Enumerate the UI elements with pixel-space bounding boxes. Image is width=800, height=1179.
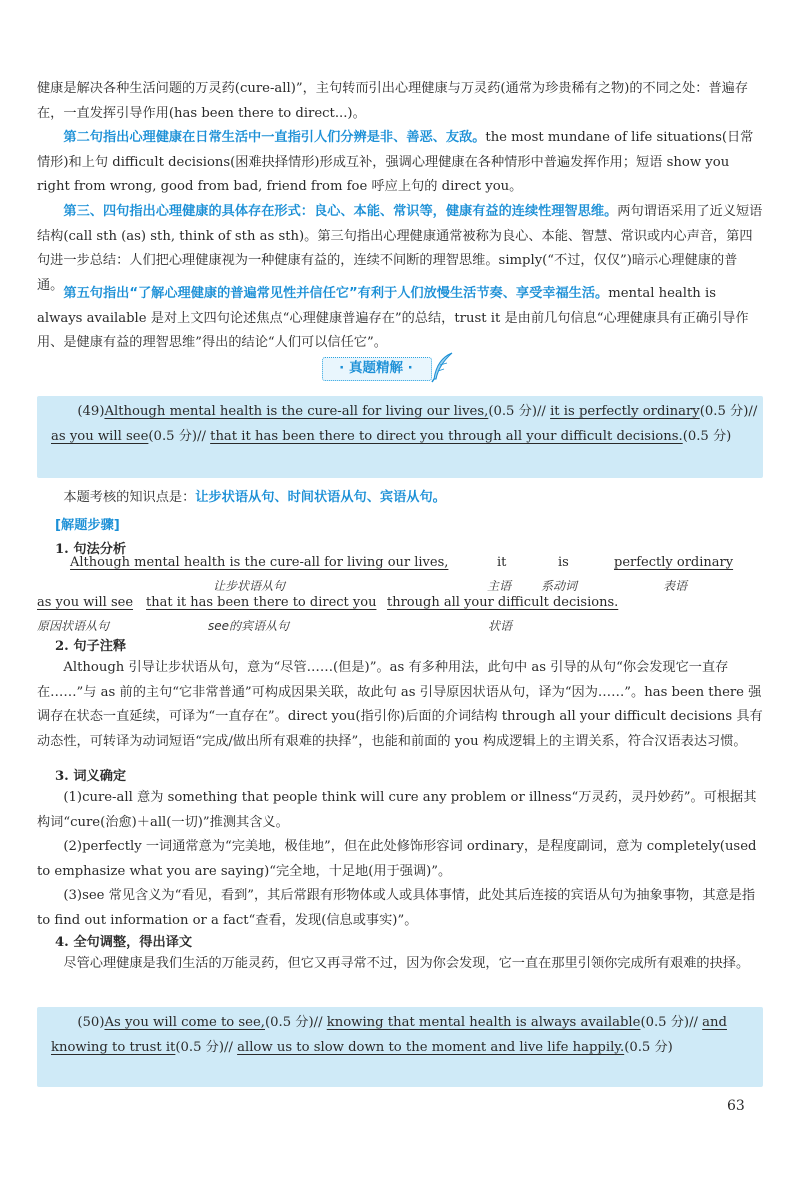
analysis-label-1: 让步状语从句 bbox=[213, 579, 286, 593]
q50-segment-4: allow us to slow down to the moment and live life happily. bbox=[237, 1039, 625, 1055]
section-title-badge bbox=[322, 353, 452, 383]
feather-quill-icon bbox=[430, 351, 456, 383]
q49-score-1: (0.5 分)// bbox=[488, 404, 551, 419]
paragraph-1 bbox=[37, 77, 763, 126]
q50-segment-2: knowing that mental health is always available bbox=[326, 1015, 641, 1030]
analysis-clause-4-text: through all your difficult decisions. bbox=[387, 595, 619, 610]
q50-score-4: (0.5 分) bbox=[624, 1039, 673, 1055]
analysis-predicative bbox=[614, 555, 733, 570]
analysis-clause-1 bbox=[70, 555, 448, 570]
knowledge-points: 让步状语从句、时间状语从句、宾语从句。 bbox=[195, 490, 446, 505]
q50-score-1: (0.5 分)// bbox=[265, 1015, 327, 1030]
analysis-subject: it bbox=[497, 555, 507, 570]
question-50-number: (50) bbox=[77, 1015, 105, 1030]
paragraph-1-text: 健康是解决各种生活问题的万灵药(cure-all)”，主句转而引出心理健康与万灵药(通常为珍贵稀有之物)的不同之处：普遍存在，一直发挥引导作用(has been there to direct...)。 bbox=[37, 81, 749, 121]
analysis-clause-1-text: Although mental health is the cure-all for living our lives, bbox=[70, 555, 449, 570]
paragraph-2 bbox=[37, 126, 763, 200]
step-3-item-3: (3)see 常见含义为“看见，看到”，其后常跟有形物体或人或具体事情，此处其后连接的宾语从句为抽象事物，其意是指 to find out information or a fact“查看，发现(信息或事实)”。 bbox=[37, 888, 756, 928]
analysis-clause-2 bbox=[37, 595, 133, 610]
section-title: · 真题精解 · bbox=[339, 360, 413, 376]
step-1-title: 1. 句法分析 bbox=[55, 542, 127, 557]
analysis-clause-3 bbox=[146, 595, 376, 610]
analysis-label-2: 主语 bbox=[487, 579, 512, 593]
step-2-body: Although 引导让步状语从句，意为“尽管……(但是)”。as 有多种用法，此句中 as 引导的从句“你会发现它一直存在……”与 as 前的主句“它非常普通”可构成因果关联，故此句 as 引导原因状语从句，译为“因为……”。has been there 强调存在状态一直延续，可译为“一直存在”。direct you(指引你)后面的介词结构 through all your difficult decisions 具有动态性，可转译为动词短语“完成/做出所有艰难的抉择”，也能和前面的 you 构成逻辑上的主谓关系，符合汉语表达习惯。 bbox=[37, 660, 763, 749]
step-4-title: 4. 全句调整，得出译文 bbox=[55, 935, 193, 950]
step-4-body: 尽管心理健康是我们生活的万能灵药，但它又再寻常不过，因为你会发现，它一直在那里引领你完成所有艰难的抉择。 bbox=[63, 956, 750, 971]
step-3-item-1: (1)cure-all 意为 something that people think will cure any problem or illness“万灵药，灵丹妙药”。可根据其构词“cure(治愈)＋all(一切)”推测其含义。 bbox=[37, 790, 757, 830]
analysis-label-3: 系动词 bbox=[541, 579, 578, 593]
paragraph-3-heading: 第三、四句指出心理健康的具体存在形式：良心、本能、常识等，健康有益的连续性理智思维。 bbox=[63, 204, 618, 219]
step-2-title: 2. 句子注释 bbox=[55, 639, 127, 654]
paragraph-4-heading: 第五句指出“了解心理健康的普遍常见性并信任它”有利于人们放慢生活节奏、享受幸福生活。 bbox=[63, 286, 609, 301]
analysis-label-4: 表语 bbox=[663, 579, 688, 593]
q49-score-2: (0.5 分)// bbox=[699, 404, 758, 419]
analysis-clause-2-text: as you will see bbox=[37, 595, 134, 610]
analysis-label-7: 状语 bbox=[488, 619, 513, 633]
step-3-title: 3. 词义确定 bbox=[55, 769, 127, 784]
q49-segment-4: that it has been there to direct you through all your difficult decisions. bbox=[210, 428, 683, 444]
steps-label: [解题步骤] bbox=[55, 518, 120, 533]
q49-segment-2: it is perfectly ordinary bbox=[550, 404, 700, 419]
paragraph-4 bbox=[37, 282, 763, 356]
paragraph-4-body: mental health is always available 是对上文四句论述焦点“心理健康普遍存在”的总结，trust it 是由前几句信息“心理健康具有正确引导作用、是健康有益的理智思维”得出的结论“人们可以信任它”。 bbox=[37, 286, 749, 350]
paragraph-2-heading: 第二句指出心理健康在日常生活中一直指引人们分辨是非、善恶、友敌。 bbox=[63, 130, 486, 145]
q49-segment-1: Although mental health is the cure-all for living our lives, bbox=[104, 404, 489, 419]
q50-segment-3: and knowing to trust it bbox=[51, 1015, 727, 1055]
q49-segment-3: as you will see bbox=[51, 428, 149, 444]
question-50-text bbox=[37, 1011, 763, 1060]
analysis-predicative-text: perfectly ordinary bbox=[614, 555, 734, 570]
knowledge-prefix: 本题考核的知识点是： bbox=[63, 490, 196, 505]
paragraph-3-body: 两句谓语采用了近义短语结构(call sth (as) sth, think of sth as sth)。第三句指出心理健康通常被称为良心、本能、智慧、常识或内心声音，第四句进一步总结：人们把心理健康视为一种健康有益的，连续不间断的理智思维。simply(“不过，仅仅”)暗示心理健康的普通。 bbox=[37, 204, 763, 293]
question-50-box bbox=[37, 1007, 763, 1087]
analysis-clause-4 bbox=[387, 595, 618, 610]
question-49-box bbox=[37, 396, 763, 478]
q50-score-2: (0.5 分)// bbox=[640, 1015, 703, 1030]
page-number: 63 bbox=[727, 1098, 745, 1114]
analysis-verb: is bbox=[558, 555, 569, 570]
analysis-clause-3-text: that it has been there to direct you bbox=[146, 595, 377, 610]
q50-segment-1: As you will come to see, bbox=[104, 1015, 265, 1030]
analysis-label-6: see的宾语从句 bbox=[208, 619, 290, 633]
q50-score-3: (0.5 分)// bbox=[175, 1039, 238, 1055]
question-49-text bbox=[37, 400, 763, 449]
analysis-label-5: 原因状语从句 bbox=[37, 619, 110, 633]
step-3-item-2: (2)perfectly 一词通常意为“完美地，极佳地”，但在此处修饰形容词 ordinary，是程度副词，意为 completely(used to emphasize what you are saying)“完全地，十足地(用于强调)”。 bbox=[37, 839, 757, 879]
q49-score-3: (0.5 分)// bbox=[148, 428, 211, 444]
paragraph-2-body: the most mundane of life situations(日常情形)和上句 difficult decisions(困难抉择情形)形成互补，强调心理健康在各种情形中普遍发挥作用；短语 show you right from wrong, good from bad, friend from foe 呼应上句的 direct you。 bbox=[37, 130, 754, 194]
q49-score-4: (0.5 分) bbox=[682, 428, 732, 444]
question-49-number: (49) bbox=[77, 404, 105, 419]
knowledge-line bbox=[37, 486, 763, 511]
